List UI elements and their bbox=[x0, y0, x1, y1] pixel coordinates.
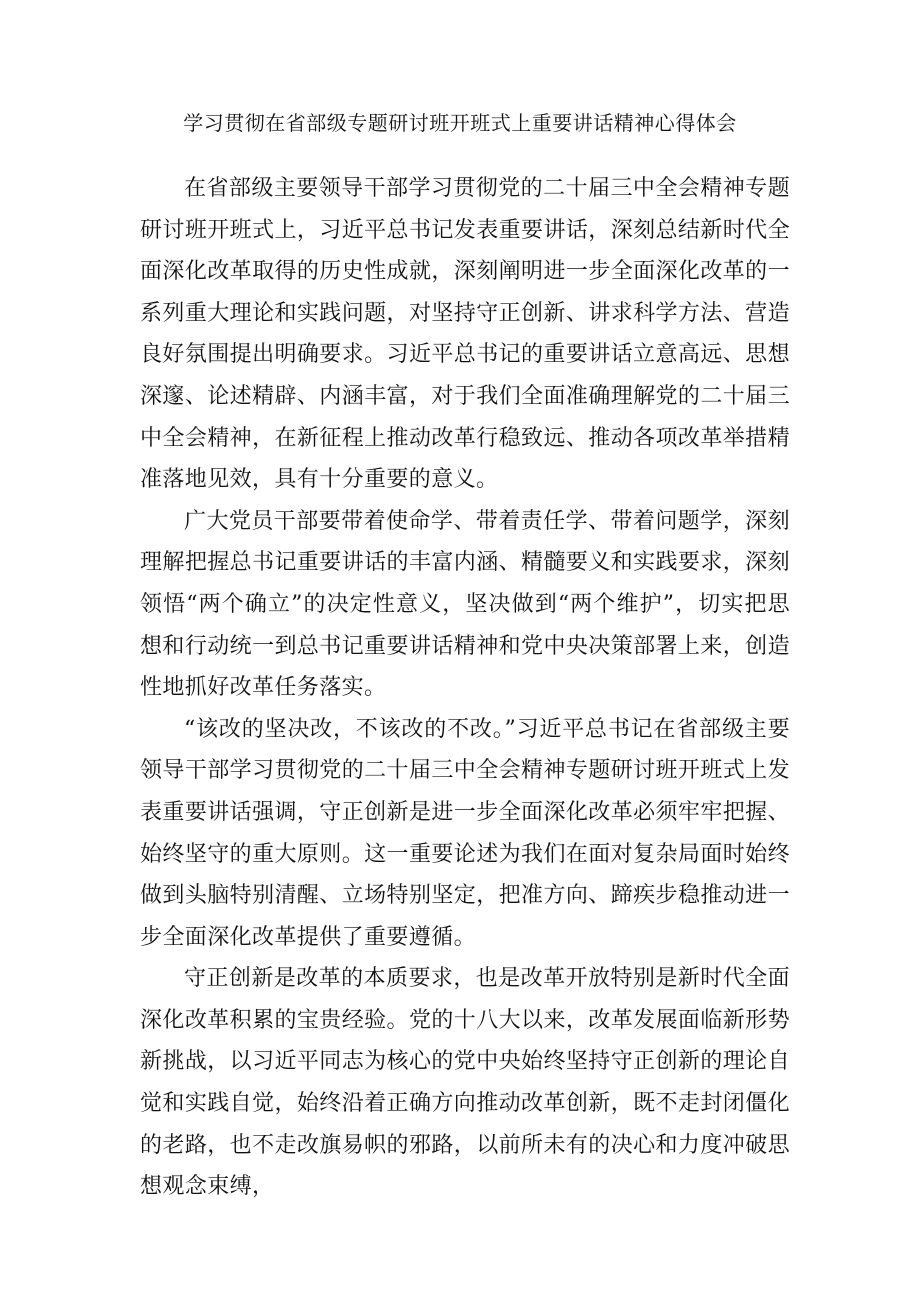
paragraph: 广大党员干部要带着使命学、带着责任学、带着问题学，深刻理解把握总书记重要讲话的丰富内涵、精髓要义和实践要求，深刻领悟“两个确立”的决定性意义，坚决做到“两个维护”，切实把思想和行动统一到总书记重要讲话精神和党中央决策部署上来，创造性地抓好改革任务落实。 bbox=[140, 508, 790, 701]
paragraph: 在省部级主要领导干部学习贯彻党的二十届三中全会精神专题研讨班开班式上，习近平总书记发表重要讲话，深刻总结新时代全面深化改革取得的历史性成就，深刻阐明进一步全面深化改革的一系列重大理论和实践问题，对坚持守正创新、讲求科学方法、营造良好氛围提出明确要求。习近平总书记的重要讲话立意高远、思想深邃、论述精辟、内涵丰富，对于我们全面准确理解党的二十届三中全会精神，在新征程上推动改革行稳致远、推动各项改革举措精准落地见效，具有十分重要的意义。 bbox=[140, 176, 790, 493]
document-title: 学习贯彻在省部级专题研讨班开班式上重要讲话精神心得体会 bbox=[183, 111, 737, 135]
paragraph: 守正创新是改革的本质要求，也是改革开放特别是新时代全面深化改革积累的宝贵经验。党的十八大以来，改革发展面临新形势新挑战，以习近平同志为核心的党中央始终坚持守正创新的理论自觉和实践自觉，始终沿着正确方向推动改革创新，既不走封闭僵化的老路，也不走改旗易帜的邪路，以前所未有的决心和力度冲破思想观念束缚， bbox=[140, 966, 790, 1200]
paragraph: “该改的坚决改，不该改的不改。”习近平总书记在省部级主要领导干部学习贯彻党的二十届三中全会精神专题研讨班开班式上发表重要讲话强调，守正创新是进一步全面深化改革必须牢牢把握、始终坚守的重大原则。这一重要论述为我们在面对复杂局面时始终做到头脑特别清醒、立场特别坚定，把准方向、蹄疾步稳推动进一步全面深化改革提供了重要遵循。 bbox=[140, 716, 790, 950]
document-body bbox=[140, 168, 790, 1208]
